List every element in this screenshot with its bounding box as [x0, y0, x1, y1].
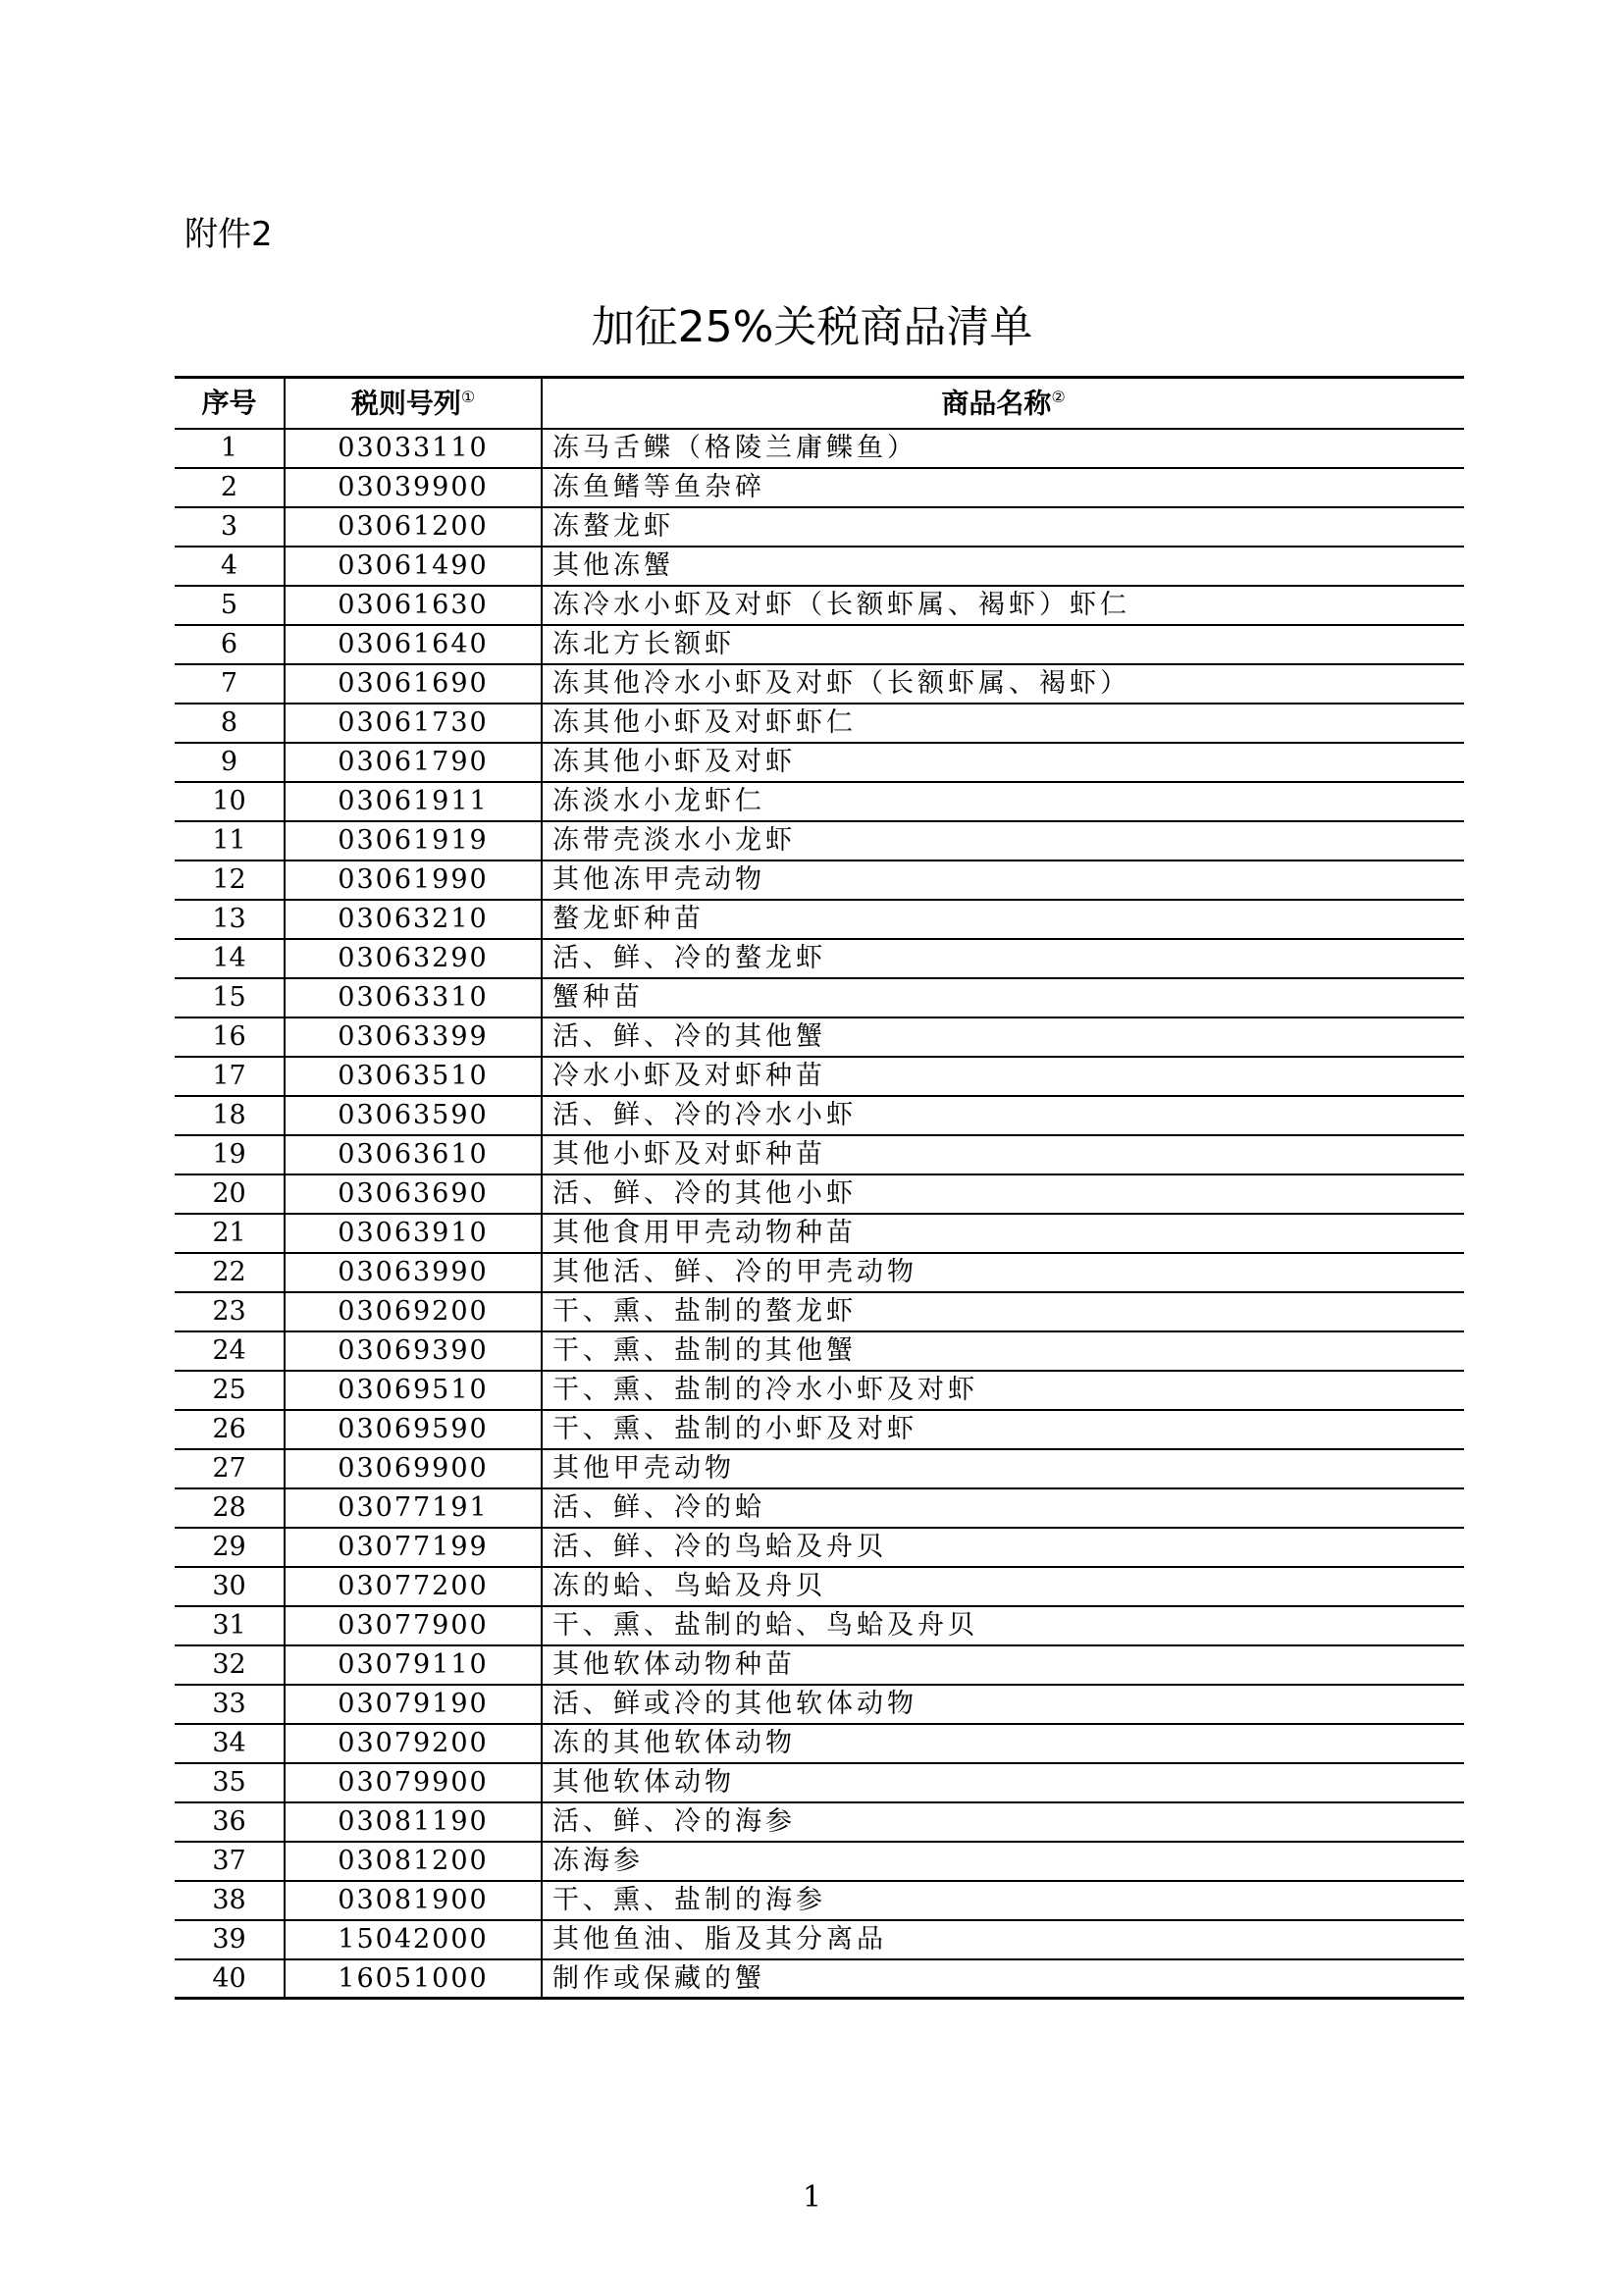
- row-index: 1: [175, 429, 285, 468]
- row-index: 2: [175, 468, 285, 507]
- table-row: [175, 1724, 1464, 1763]
- row-index: 39: [175, 1920, 285, 1959]
- table-body: [175, 429, 1464, 1999]
- tariff-code: 03063510: [285, 1057, 542, 1096]
- goods-name: 活、鲜、冷的海参: [542, 1802, 1464, 1842]
- tariff-code: 03061490: [285, 547, 542, 586]
- row-index: 40: [175, 1959, 285, 1999]
- table-row: [175, 664, 1464, 704]
- table-row: [175, 1881, 1464, 1920]
- row-index: 38: [175, 1881, 285, 1920]
- row-index: 25: [175, 1371, 285, 1410]
- table-row: [175, 743, 1464, 782]
- goods-name: 冻淡水小龙虾仁: [542, 782, 1464, 821]
- goods-name: 冻马舌鲽（格陵兰庸鲽鱼）: [542, 429, 1464, 468]
- tariff-code: 03063399: [285, 1017, 542, 1057]
- table-row: [175, 821, 1464, 861]
- table-row: [175, 547, 1464, 586]
- header-code-label: 税则号列: [350, 386, 461, 419]
- goods-name: 干、熏、盐制的蛤、鸟蛤及舟贝: [542, 1606, 1464, 1645]
- row-index: 20: [175, 1174, 285, 1214]
- goods-name: 冻的其他软体动物: [542, 1724, 1464, 1763]
- tariff-code: 03069200: [285, 1292, 542, 1331]
- table-row: [175, 1331, 1464, 1371]
- goods-name: 冻其他冷水小虾及对虾（长额虾属、褐虾）: [542, 664, 1464, 704]
- header-index: [175, 378, 285, 429]
- goods-name: 制作或保藏的蟹: [542, 1959, 1464, 1999]
- row-index: 29: [175, 1528, 285, 1567]
- table-row: [175, 704, 1464, 743]
- table-row: [175, 939, 1464, 978]
- tariff-code: 15042000: [285, 1920, 542, 1959]
- table-row: [175, 625, 1464, 664]
- table-row: [175, 507, 1464, 547]
- tariff-code: 03061919: [285, 821, 542, 861]
- tariff-code: 03063990: [285, 1253, 542, 1292]
- tariff-code: 03061990: [285, 861, 542, 900]
- table-row: [175, 468, 1464, 507]
- goods-name: 冻的蛤、鸟蛤及舟贝: [542, 1567, 1464, 1606]
- goods-name: 活、鲜、冷的蛤: [542, 1488, 1464, 1528]
- header-code-footnote-mark: ①: [460, 387, 476, 406]
- tariff-code: 03063310: [285, 978, 542, 1017]
- row-index: 3: [175, 507, 285, 547]
- goods-name: 干、熏、盐制的小虾及对虾: [542, 1410, 1464, 1449]
- table-row: [175, 1842, 1464, 1881]
- table-row: [175, 1371, 1464, 1410]
- page-number: 1: [802, 2180, 822, 2215]
- row-index: 15: [175, 978, 285, 1017]
- goods-name: 其他鱼油、脂及其分离品: [542, 1920, 1464, 1959]
- goods-name: 冻冷水小虾及对虾（长额虾属、褐虾）虾仁: [542, 586, 1464, 625]
- tariff-code: 03061790: [285, 743, 542, 782]
- table-header-row: [175, 378, 1464, 429]
- table-row: [175, 1606, 1464, 1645]
- header-name: [542, 378, 1464, 429]
- row-index: 8: [175, 704, 285, 743]
- row-index: 35: [175, 1763, 285, 1802]
- goods-name: 干、熏、盐制的螯龙虾: [542, 1292, 1464, 1331]
- row-index: 36: [175, 1802, 285, 1842]
- row-index: 6: [175, 625, 285, 664]
- table-row: [175, 978, 1464, 1017]
- goods-name: 其他甲壳动物: [542, 1449, 1464, 1488]
- row-index: 7: [175, 664, 285, 704]
- row-index: 9: [175, 743, 285, 782]
- table-row: [175, 429, 1464, 468]
- table-row: [175, 1763, 1464, 1802]
- tariff-code: 03063690: [285, 1174, 542, 1214]
- goods-name: 活、鲜、冷的螯龙虾: [542, 939, 1464, 978]
- row-index: 32: [175, 1645, 285, 1685]
- table-row: [175, 1449, 1464, 1488]
- goods-name: 活、鲜、冷的其他小虾: [542, 1174, 1464, 1214]
- goods-name: 活、鲜、冷的冷水小虾: [542, 1096, 1464, 1135]
- row-index: 11: [175, 821, 285, 861]
- tariff-code: 03061730: [285, 704, 542, 743]
- tariff-code: 03061200: [285, 507, 542, 547]
- goods-name: 冻鱼鳍等鱼杂碎: [542, 468, 1464, 507]
- tariff-code: 03077900: [285, 1606, 542, 1645]
- goods-name: 干、熏、盐制的其他蟹: [542, 1331, 1464, 1371]
- row-index: 22: [175, 1253, 285, 1292]
- tariff-code: 03079190: [285, 1685, 542, 1724]
- tariff-code: 03069510: [285, 1371, 542, 1410]
- table-row: [175, 1253, 1464, 1292]
- tariff-code: 03081190: [285, 1802, 542, 1842]
- table-row: [175, 1685, 1464, 1724]
- goods-name: 其他冻蟹: [542, 547, 1464, 586]
- tariff-code: 03077199: [285, 1528, 542, 1567]
- table-row: [175, 900, 1464, 939]
- tariff-code: 03061630: [285, 586, 542, 625]
- goods-name: 冷水小虾及对虾种苗: [542, 1057, 1464, 1096]
- goods-name: 蟹种苗: [542, 978, 1464, 1017]
- goods-name: 冻海参: [542, 1842, 1464, 1881]
- row-index: 12: [175, 861, 285, 900]
- row-index: 17: [175, 1057, 285, 1096]
- goods-name: 冻北方长额虾: [542, 625, 1464, 664]
- tariff-code: 03069900: [285, 1449, 542, 1488]
- goods-name: 冻螯龙虾: [542, 507, 1464, 547]
- row-index: 26: [175, 1410, 285, 1449]
- tariff-code: 03077200: [285, 1567, 542, 1606]
- table-row: [175, 1135, 1464, 1174]
- goods-name: 干、熏、盐制的冷水小虾及对虾: [542, 1371, 1464, 1410]
- row-index: 21: [175, 1214, 285, 1253]
- tariff-code: 03063610: [285, 1135, 542, 1174]
- table-row: [175, 1528, 1464, 1567]
- row-index: 16: [175, 1017, 285, 1057]
- row-index: 4: [175, 547, 285, 586]
- row-index: 14: [175, 939, 285, 978]
- row-index: 19: [175, 1135, 285, 1174]
- goods-name: 螯龙虾种苗: [542, 900, 1464, 939]
- row-index: 28: [175, 1488, 285, 1528]
- tariff-code: 03069590: [285, 1410, 542, 1449]
- table-row: [175, 1645, 1464, 1685]
- row-index: 23: [175, 1292, 285, 1331]
- tariff-code: 03077191: [285, 1488, 542, 1528]
- row-index: 18: [175, 1096, 285, 1135]
- goods-name: 活、鲜或冷的其他软体动物: [542, 1685, 1464, 1724]
- tariff-code: 03079900: [285, 1763, 542, 1802]
- tariff-code: 03033110: [285, 429, 542, 468]
- table-row: [175, 1567, 1464, 1606]
- tariff-code: 03063910: [285, 1214, 542, 1253]
- row-index: 13: [175, 900, 285, 939]
- row-index: 30: [175, 1567, 285, 1606]
- table-row: [175, 1488, 1464, 1528]
- tariff-code: 16051000: [285, 1959, 542, 1999]
- table-row: [175, 861, 1464, 900]
- tariff-code: 03079110: [285, 1645, 542, 1685]
- tariff-code: 03063290: [285, 939, 542, 978]
- goods-name: 其他软体动物: [542, 1763, 1464, 1802]
- row-index: 5: [175, 586, 285, 625]
- goods-name: 活、鲜、冷的鸟蛤及舟贝: [542, 1528, 1464, 1567]
- row-index: 24: [175, 1331, 285, 1371]
- tariff-code: 03069390: [285, 1331, 542, 1371]
- table-row: [175, 1959, 1464, 1999]
- tariff-code: 03081200: [285, 1842, 542, 1881]
- header-code: [285, 378, 542, 429]
- tariff-code: 03061640: [285, 625, 542, 664]
- table-row: [175, 1017, 1464, 1057]
- table-row: [175, 1174, 1464, 1214]
- table-row: [175, 1802, 1464, 1842]
- header-name-label: 商品名称: [941, 386, 1052, 419]
- tariff-code: 03081900: [285, 1881, 542, 1920]
- goods-name: 其他冻甲壳动物: [542, 861, 1464, 900]
- tariff-code: 03061911: [285, 782, 542, 821]
- header-index-label: 序号: [201, 386, 257, 419]
- attachment-label: 附件2: [184, 215, 273, 254]
- tariff-code: 03039900: [285, 468, 542, 507]
- tariff-code: 03063590: [285, 1096, 542, 1135]
- row-index: 37: [175, 1842, 285, 1881]
- goods-name: 其他活、鲜、冷的甲壳动物: [542, 1253, 1464, 1292]
- tariff-code: 03079200: [285, 1724, 542, 1763]
- table-row: [175, 1292, 1464, 1331]
- document-title: 加征25%关税商品清单: [591, 302, 1033, 352]
- goods-name: 冻带壳淡水小龙虾: [542, 821, 1464, 861]
- goods-name: 干、熏、盐制的海参: [542, 1881, 1464, 1920]
- row-index: 10: [175, 782, 285, 821]
- header-name-footnote-mark: ②: [1051, 387, 1066, 406]
- table-row: [175, 586, 1464, 625]
- table-row: [175, 1057, 1464, 1096]
- goods-name: 其他小虾及对虾种苗: [542, 1135, 1464, 1174]
- goods-name: 冻其他小虾及对虾: [542, 743, 1464, 782]
- tariff-code: 03063210: [285, 900, 542, 939]
- row-index: 34: [175, 1724, 285, 1763]
- goods-name: 其他食用甲壳动物种苗: [542, 1214, 1464, 1253]
- row-index: 31: [175, 1606, 285, 1645]
- table-row: [175, 1410, 1464, 1449]
- tariff-goods-table: [175, 376, 1464, 2000]
- tariff-code: 03061690: [285, 664, 542, 704]
- table-row: [175, 782, 1464, 821]
- goods-name: 活、鲜、冷的其他蟹: [542, 1017, 1464, 1057]
- table-row: [175, 1096, 1464, 1135]
- goods-name: 冻其他小虾及对虾虾仁: [542, 704, 1464, 743]
- row-index: 33: [175, 1685, 285, 1724]
- table-row: [175, 1214, 1464, 1253]
- table-row: [175, 1920, 1464, 1959]
- goods-name: 其他软体动物种苗: [542, 1645, 1464, 1685]
- row-index: 27: [175, 1449, 285, 1488]
